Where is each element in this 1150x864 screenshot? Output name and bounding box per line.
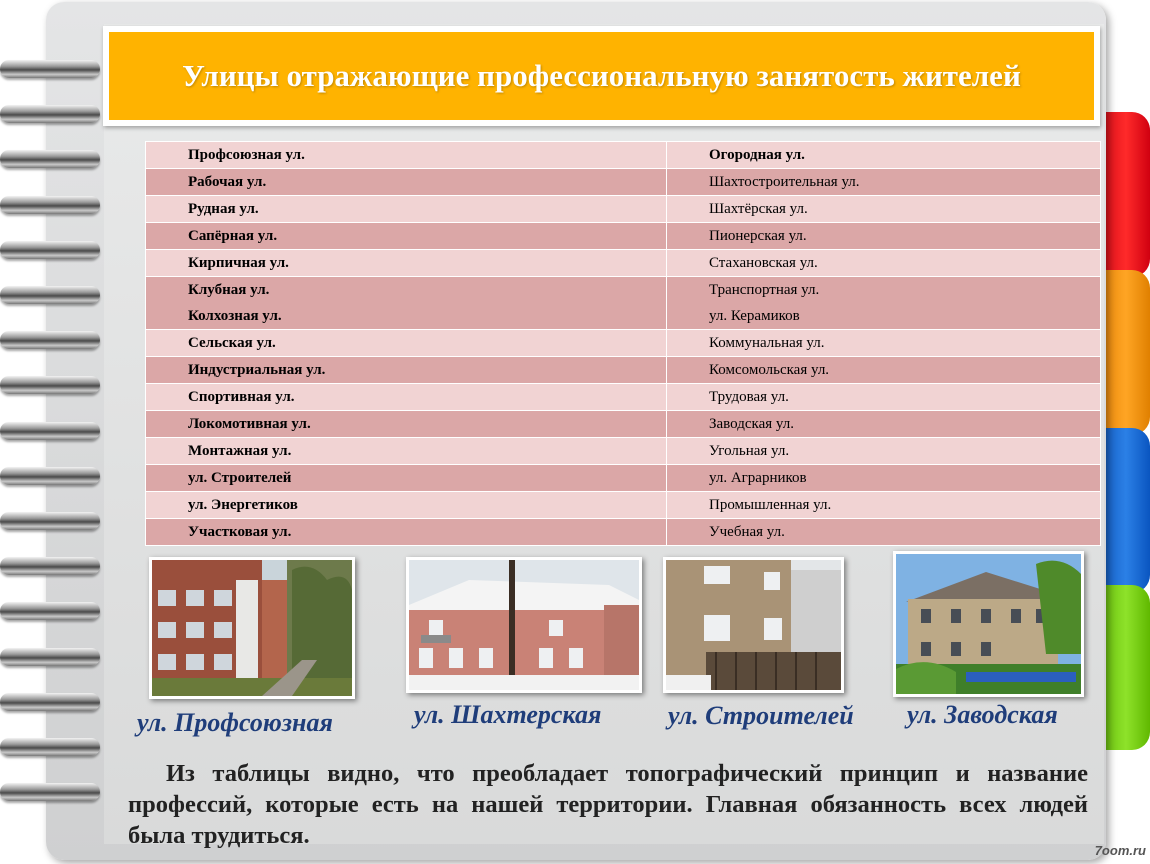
street-cell-left [146, 250, 667, 277]
watermark: 7oom.ru [1094, 843, 1146, 858]
street-name: Шахтостроительная ул. [709, 174, 860, 190]
street-name: Шахтёрская ул. [709, 201, 808, 217]
street-name: ул. Керамиков [709, 308, 800, 324]
street-name: Промышленная ул. [709, 497, 832, 513]
spiral-ring [0, 105, 100, 123]
spiral-ring [0, 602, 100, 620]
conclusion-body: Из таблицы видно, что преобладает топографический принцип и название профессий, которые есть на нашей территории. Главная обязанность всех людей была трудиться. [128, 760, 1088, 849]
caption-profsoyuznaya: ул. Профсоюзная [137, 708, 333, 737]
caption-stroiteley: ул. Строителей [668, 701, 854, 730]
spiral-ring [0, 648, 100, 666]
street-name: Участковая ул. [188, 524, 292, 540]
street-name: Профсоюзная ул. [188, 147, 305, 163]
spiral-ring [0, 241, 100, 259]
table-row [146, 142, 1101, 169]
street-cell-left [146, 330, 667, 357]
street-cell-left [146, 384, 667, 411]
spiral-binding [0, 60, 110, 800]
table-row [146, 438, 1101, 465]
street-cell-right [667, 330, 1101, 357]
street-cell-left [146, 438, 667, 465]
street-cell-right [667, 357, 1101, 384]
table-row [146, 519, 1101, 546]
street-name: Коммунальная ул. [709, 335, 825, 351]
table-row [146, 411, 1101, 438]
spiral-ring [0, 738, 100, 756]
street-name: Пионерская ул. [709, 228, 807, 244]
spiral-ring [0, 467, 100, 485]
spiral-ring [0, 783, 100, 801]
caption-zavodskaya: ул. Заводская [907, 700, 1058, 729]
street-name: Клубная ул. [188, 282, 270, 298]
street-name: ул. Строителей [188, 470, 292, 486]
street-name: Локомотивная ул. [188, 416, 311, 432]
street-cell-right [667, 438, 1101, 465]
table-row [146, 277, 1101, 330]
street-cell-right [667, 250, 1101, 277]
spiral-ring [0, 693, 100, 711]
street-name: Монтажная ул. [188, 443, 292, 459]
street-cell-right [667, 492, 1101, 519]
street-cell-right [667, 196, 1101, 223]
photo-zavodskaya [893, 551, 1084, 697]
street-cell-left [146, 492, 667, 519]
street-name: Колхозная ул. [188, 308, 282, 324]
street-cell-left [146, 357, 667, 384]
spiral-ring [0, 286, 100, 304]
street-name: Огородная ул. [709, 147, 805, 163]
spiral-ring [0, 331, 100, 349]
caption-shakhterskaya: ул. Шахтерская [414, 700, 602, 729]
street-cell-left [146, 277, 667, 330]
table-row [146, 223, 1101, 250]
street-cell-left [146, 196, 667, 223]
street-cell-right [667, 277, 1101, 330]
street-cell-right [667, 465, 1101, 492]
table-row [146, 330, 1101, 357]
street-cell-left [146, 142, 667, 169]
street-name: Комсомольская ул. [709, 362, 830, 378]
spiral-ring [0, 376, 100, 394]
table-row [146, 169, 1101, 196]
street-cell-right [667, 223, 1101, 250]
street-name: ул. Аграрников [709, 470, 807, 486]
street-name: Кирпичная ул. [188, 255, 289, 271]
table-row [146, 384, 1101, 411]
street-name: Учебная ул. [709, 524, 785, 540]
street-name: Угольная ул. [709, 443, 790, 459]
street-name: Рудная ул. [188, 201, 259, 217]
spiral-ring [0, 422, 100, 440]
street-cell-right [667, 411, 1101, 438]
street-cell-left [146, 519, 667, 546]
street-name: Индустриальная ул. [188, 362, 326, 378]
table-row [146, 250, 1101, 277]
spiral-ring [0, 557, 100, 575]
table-row [146, 196, 1101, 223]
photo-stroiteley [663, 557, 844, 693]
photo-shakhterskaya [406, 557, 642, 693]
street-cell-left [146, 411, 667, 438]
street-name: Транспортная ул. [709, 282, 820, 298]
street-name: Стахановская ул. [709, 255, 818, 271]
streets-table [145, 141, 1101, 546]
street-name: ул. Энергетиков [188, 497, 298, 513]
spiral-ring [0, 150, 100, 168]
slide-title: Улицы отражающие профессиональную занятость жителей [182, 58, 1021, 93]
street-cell-right [667, 142, 1101, 169]
table-row [146, 465, 1101, 492]
street-name: Сапёрная ул. [188, 228, 278, 244]
title-background [109, 32, 1094, 120]
street-cell-right [667, 384, 1101, 411]
spiral-ring [0, 512, 100, 530]
table-row [146, 492, 1101, 519]
street-cell-right [667, 519, 1101, 546]
street-name: Трудовая ул. [709, 389, 789, 405]
spiral-ring [0, 196, 100, 214]
street-name: Спортивная ул. [188, 389, 295, 405]
street-cell-left [146, 169, 667, 196]
conclusion-text [128, 758, 1088, 851]
street-cell-right [667, 169, 1101, 196]
street-name: Сельская ул. [188, 335, 276, 351]
title-bar [103, 26, 1100, 126]
photo-profsoyuznaya [149, 557, 355, 699]
street-name: Рабочая ул. [188, 174, 267, 190]
spiral-ring [0, 60, 100, 78]
street-cell-left [146, 465, 667, 492]
street-cell-left [146, 223, 667, 250]
table-row [146, 357, 1101, 384]
street-name: Заводская ул. [709, 416, 794, 432]
